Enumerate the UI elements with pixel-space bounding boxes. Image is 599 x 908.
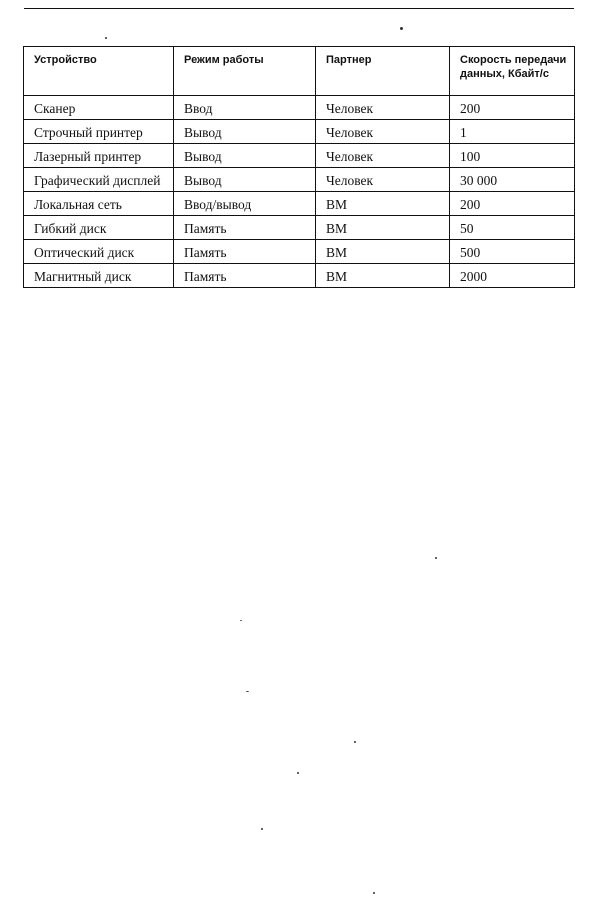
cell-device: Графический дисплей: [24, 168, 174, 192]
scan-speck: [246, 691, 249, 692]
scan-speck: [105, 37, 107, 39]
cell-mode: Ввод: [174, 96, 316, 120]
cell-speed: 200: [450, 96, 575, 120]
cell-speed: 100: [450, 144, 575, 168]
table-row: [24, 168, 575, 192]
top-rule: [24, 8, 574, 9]
scan-speck: [297, 772, 299, 774]
cell-mode: Вывод: [174, 120, 316, 144]
header-partner: Партнер: [316, 47, 450, 96]
cell-device: Строчный принтер: [24, 120, 174, 144]
cell-partner: ВМ: [316, 216, 450, 240]
scan-speck: [435, 557, 437, 559]
cell-speed: 500: [450, 240, 575, 264]
scan-speck: [354, 741, 356, 743]
cell-device: Гибкий диск: [24, 216, 174, 240]
cell-speed: 1: [450, 120, 575, 144]
cell-speed: 2000: [450, 264, 575, 288]
cell-mode: Память: [174, 216, 316, 240]
table-header-row: [24, 47, 575, 96]
cell-speed: 200: [450, 192, 575, 216]
cell-device: Магнитный диск: [24, 264, 174, 288]
header-speed: Скорость передачи данных, Кбайт/с: [450, 47, 575, 96]
cell-partner: Человек: [316, 120, 450, 144]
cell-device: Сканер: [24, 96, 174, 120]
cell-partner: ВМ: [316, 192, 450, 216]
table-row: [24, 216, 575, 240]
scan-speck: [373, 892, 375, 894]
cell-device: Локальная сеть: [24, 192, 174, 216]
cell-partner: Человек: [316, 144, 450, 168]
scan-speck: [240, 620, 242, 621]
table-row: [24, 96, 575, 120]
cell-speed: 50: [450, 216, 575, 240]
cell-mode: Вывод: [174, 144, 316, 168]
scan-speck: [400, 27, 403, 30]
cell-device: Лазерный принтер: [24, 144, 174, 168]
table-row: [24, 120, 575, 144]
scan-speck: [261, 828, 263, 830]
cell-partner: Человек: [316, 168, 450, 192]
cell-mode: Память: [174, 240, 316, 264]
header-mode: Режим работы: [174, 47, 316, 96]
table-row: [24, 192, 575, 216]
table-row: [24, 144, 575, 168]
cell-partner: ВМ: [316, 264, 450, 288]
cell-device: Оптический диск: [24, 240, 174, 264]
table-row: [24, 240, 575, 264]
header-device: Устройство: [24, 47, 174, 96]
table-row: [24, 264, 575, 288]
cell-mode: Вывод: [174, 168, 316, 192]
cell-speed: 30 000: [450, 168, 575, 192]
device-speed-table: [23, 46, 575, 288]
cell-mode: Ввод/вывод: [174, 192, 316, 216]
cell-partner: ВМ: [316, 240, 450, 264]
cell-mode: Память: [174, 264, 316, 288]
cell-partner: Человек: [316, 96, 450, 120]
